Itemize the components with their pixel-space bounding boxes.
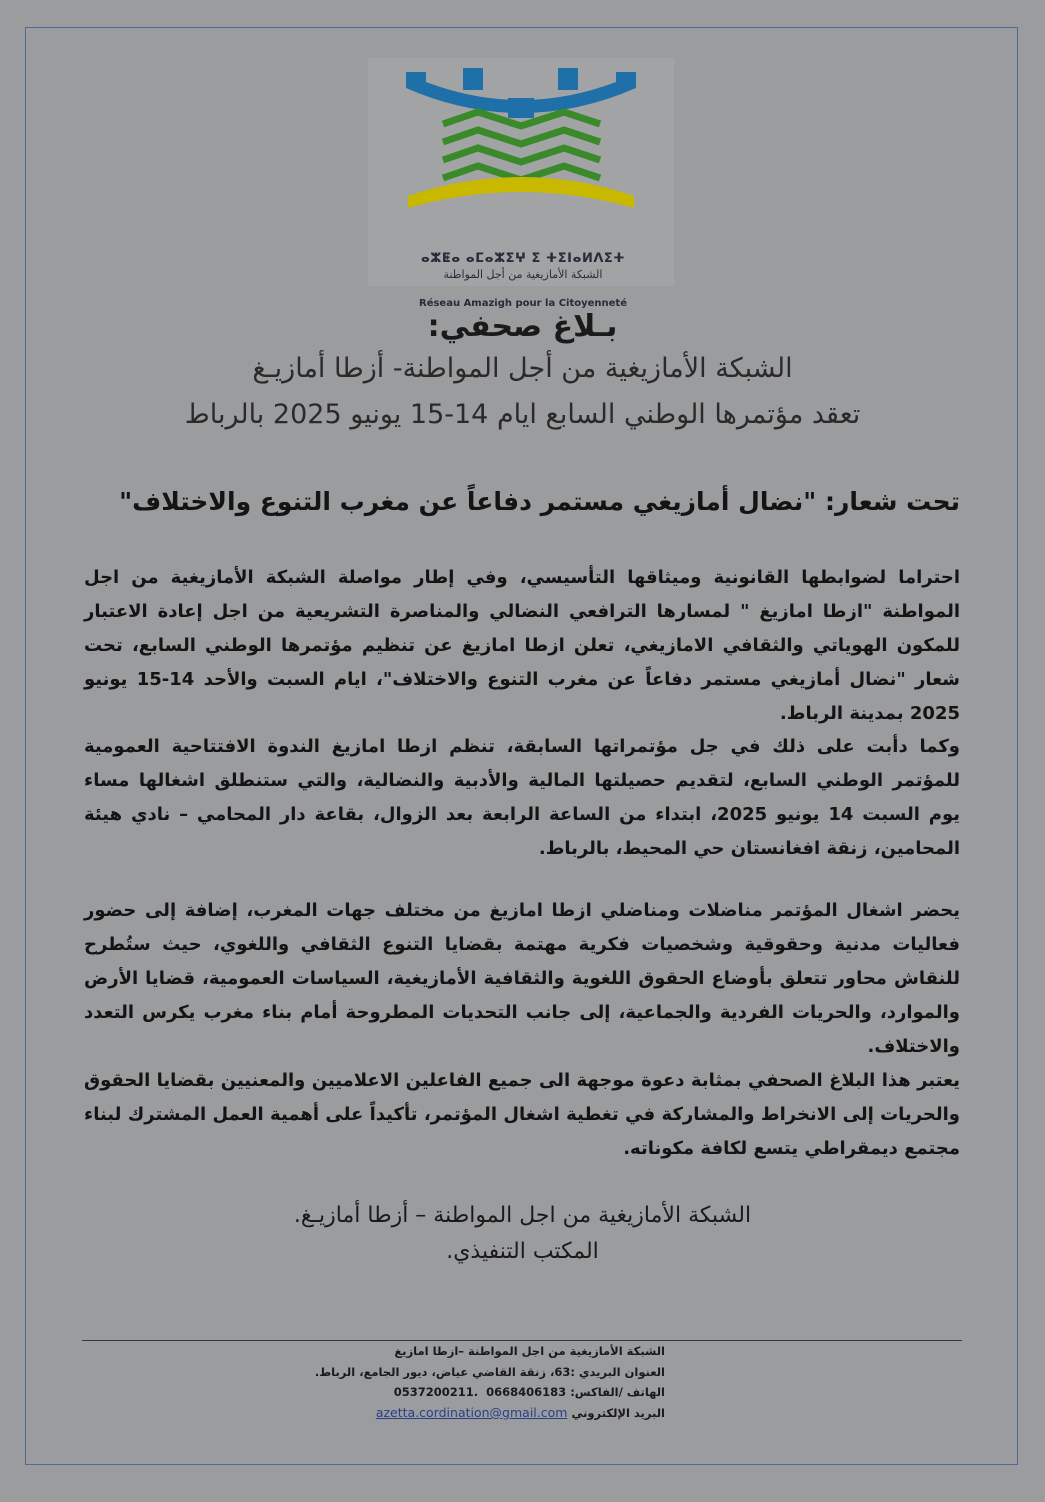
press-release-title: بـلاغ صحفي: [427, 309, 618, 344]
body-paragraph-1: احتراما لضوابطها القانونية وميثاقها التأسيسي، وفي إطار مواصلة الشبكة الأمازيغية من اجل المواطنة "ازطا امازيغ " لمسارها الترافعي النضالي والمناصرة التشريعية من اجل إعادة الاعتبار للمكون الهوياتي والثقافي الامازيغي، تعلن ازطا امازيغ عن تنظيم مؤتمرها الوطني السابع، تحت شعار "نضال أمازيغي مستمر دفاعاً عن مغرب التنوع والاختلاف"، ايام السبت والأحد 14-15 يونيو 2025 بمدينة الرباط. [84, 567, 960, 724]
logo-arabic-text: الشبكة الأمازيغية من أجل المواطنة [443, 268, 603, 281]
footer-phone-1: 0537200211 [393, 1385, 474, 1399]
footer-phone: الهاتف /الفاكس: 0537200211. 0668406183 [393, 1385, 665, 1399]
press-release-subtitle-2: تعقد مؤتمرها الوطني السابع ايام 14-15 يونيو 2025 بالرباط [184, 399, 861, 430]
footer-email-link[interactable]: azetta.cordination@gmail.com [375, 1405, 568, 1420]
logo-tifinagh-text: ⴰⵣⵟⴰ ⴰⵎⴰⵣⵉⵖ ⵉ ⵜⵉⵏⴰⵍⴷⵉⵜ [420, 251, 626, 266]
body-paragraph-3: يحضر اشغال المؤتمر مناضلات ومناضلي ازطا امازيغ من مختلف جهات المغرب، إضافة إلى حضور فعاليات مدنية وحقوقية وشخصيات فكرية مهتمة بقضايا التنوع الثقافي واللغوي، حيث ستُطرح للنقاش محاور تتعلق بأوضاع الحقوق اللغوية والثقافية الأمازيغية، السياسات العمومية، قضايا الأرض والموارد، والحريات الفردية والجماعية، إلى جانب التحديات المطروحة أمام بناء مغرب يكرس التعدد والاختلاف. [84, 900, 960, 1057]
footer-phone-2: 0668406183 [486, 1385, 567, 1399]
slogan-heading: تحت شعار: "نضال أمازيغي مستمر دفاعاً عن مغرب التنوع والاختلاف" [119, 487, 960, 516]
footer-organization: الشبكة الأمازيغية من اجل المواطنة –ازطا امازيغ [394, 1344, 665, 1358]
footer-phone-label: الهاتف /الفاكس: [570, 1385, 665, 1399]
press-release-subtitle-1: الشبكة الأمازيغية من أجل المواطنة- أزطا أمازيـغ [252, 353, 793, 384]
body-paragraph-2: وكما دأبت على ذلك في جل مؤتمراتها السابقة، تنظم ازطا امازيغ الندوة الافتتاحية العمومية للمؤتمر الوطني السابع، لتقديم حصيلتها المالية والأدبية والنضالية، والتي ستنطلق اشغالها مساء يوم السبت 14 يونيو 2025، ابتداء من الساعة الرابعة بعد الزوال، بقاعة دار المحامي – نادي هيئة المحامين، زنقة افغانستان حي المحيط، بالرباط. [84, 736, 960, 859]
logo-french-text: Réseau Amazigh pour la Citoyenneté [419, 298, 627, 309]
body-paragraph-4: يعتبر هذا البلاغ الصحفي بمثابة دعوة موجهة الى جميع الفاعلين الاعلاميين والمعنيين بقضايا الحقوق والحريات إلى الانخراط والمشاركة في تغطية اشغال المؤتمر، تأكيداً على أهمية العمل المشترك لبناء مجتمع ديمقراطي يتسع لكافة مكوناته. [84, 1070, 960, 1159]
footer-email-row [376, 1405, 665, 1420]
signature-organization: الشبكة الأمازيغية من اجل المواطنة – أزطا أمازيـغ. [293, 1203, 752, 1228]
signature-office: المكتب التنفيذي. [446, 1239, 599, 1264]
organization-logo [368, 58, 674, 309]
footer-email-label: البريد الإلكتروني [571, 1406, 665, 1420]
footer-address: العنوان البريدي :63، زنقة القاضي عياض، ديور الجامع، الرباط. [314, 1365, 665, 1379]
footer-divider [82, 1340, 962, 1341]
